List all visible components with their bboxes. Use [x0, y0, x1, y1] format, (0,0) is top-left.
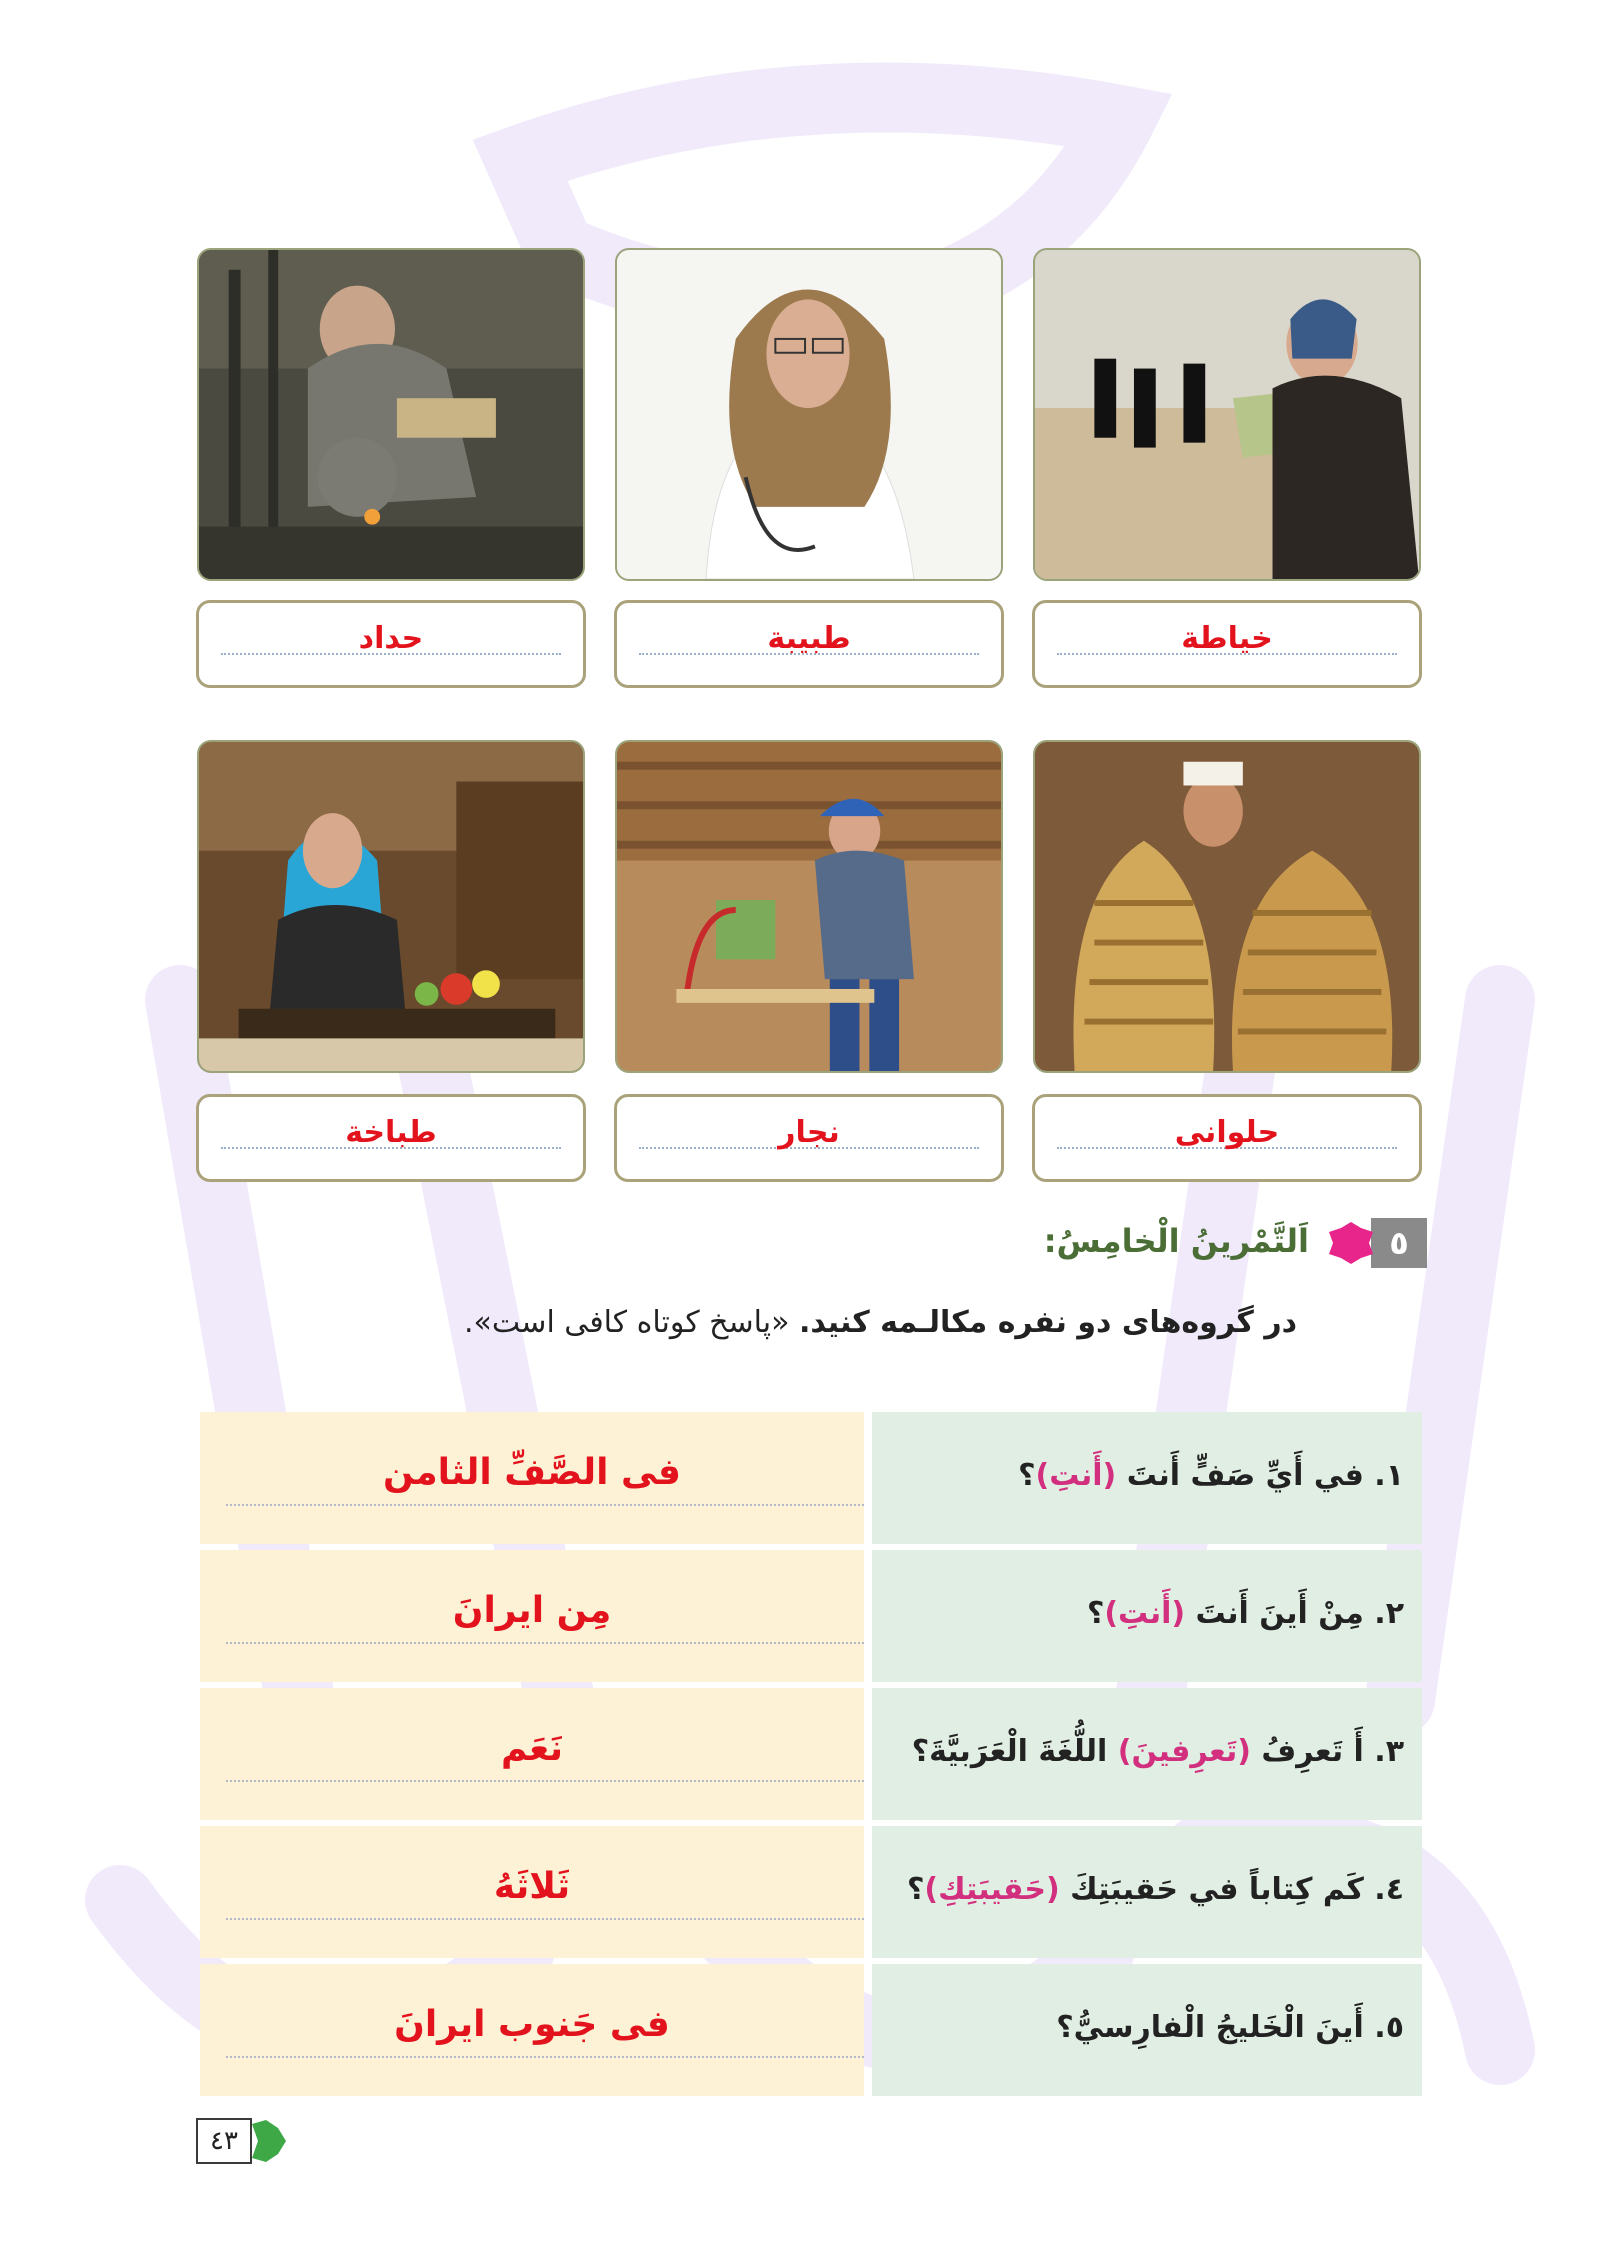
answer-text: فی الصَّفِّ الثامن [382, 1452, 682, 1493]
question-cell [872, 1412, 1422, 1544]
page-flower-icon [248, 2118, 288, 2164]
qa-row [200, 1688, 1422, 1820]
qa-table [200, 1412, 1422, 2096]
answer-cell[interactable] [200, 1964, 864, 2096]
answer-text: مِن ایرانَ [452, 1590, 612, 1631]
exercise-title: اَلتَّمْرينُ الْخامِسُ: [1043, 1222, 1309, 1260]
qa-row [200, 1964, 1422, 2096]
confectioner-photo [1033, 740, 1421, 1073]
answer-text: خياطة [1181, 621, 1273, 656]
tailor-photo [1033, 248, 1421, 581]
question-main: ٤. كَم كِتاباً في حَقيبَتِكَ [1059, 1872, 1404, 1907]
instruction-note: «پاسخ کوتاه کافی است». [463, 1305, 800, 1340]
exercise-instruction [464, 1305, 1297, 1340]
question-cell [872, 1550, 1422, 1682]
answer-box-confectioner[interactable] [1032, 1094, 1422, 1182]
question-text [912, 1734, 1404, 1769]
dotted-line [226, 1642, 864, 1644]
qa-row [200, 1550, 1422, 1682]
instruction-bold: در گروه‌های دو نفره مکالـمه کنید. [799, 1305, 1297, 1340]
question-end: ؟ [907, 1872, 925, 1907]
answer-text: حداد [358, 621, 424, 656]
question-feminine-form: (أَنتِ) [1035, 1458, 1117, 1493]
answer-cell[interactable] [200, 1826, 864, 1958]
answer-box-cook[interactable] [196, 1094, 586, 1182]
answer-text: فی جَنوب ایرانَ [394, 2004, 670, 2045]
carpenter-photo [615, 740, 1003, 1073]
question-end: ؟ [1018, 1458, 1036, 1493]
exercise-number: ٥ [1371, 1218, 1427, 1268]
dotted-line [226, 1918, 864, 1920]
answer-cell[interactable] [200, 1550, 864, 1682]
question-feminine-form: (أَنتِ) [1104, 1596, 1186, 1631]
question-text [1087, 1596, 1404, 1631]
question-text [1056, 2010, 1404, 2045]
question-text [1018, 1458, 1404, 1493]
question-main: ٢. مِنْ أَينَ أَنتَ [1185, 1596, 1404, 1631]
answer-box-blacksmith[interactable] [196, 600, 586, 688]
question-main: ٣. أَ تَعرِفُ [1250, 1734, 1404, 1769]
doctor-photo [615, 248, 1003, 581]
dotted-line [226, 1780, 864, 1782]
question-feminine-form: (حَقيبَتِكِ) [924, 1872, 1060, 1907]
answer-text: نَعَم [500, 1728, 564, 1769]
cook-photo [197, 740, 585, 1073]
blacksmith-photo [197, 248, 585, 581]
answer-text: نجار [778, 1115, 840, 1150]
question-end: اللُّغَةَ الْعَرَبيَّةَ؟ [911, 1734, 1118, 1769]
question-text [907, 1872, 1404, 1907]
answer-box-doctor[interactable] [614, 600, 1004, 688]
question-cell [872, 1826, 1422, 1958]
exercise-header [827, 1218, 1427, 1272]
question-main: ٥. أَينَ الْخَليجُ الْفارِسيُّ؟ [1056, 2010, 1404, 2045]
answer-cell[interactable] [200, 1412, 864, 1544]
answer-cell[interactable] [200, 1688, 864, 1820]
question-feminine-form: (تَعرِفينَ) [1117, 1734, 1251, 1769]
dotted-line [226, 2056, 864, 2058]
page-number [196, 2118, 292, 2168]
question-end: ؟ [1086, 1596, 1105, 1631]
page-number-text: ٤٣ [196, 2118, 252, 2164]
answer-text: طباخة [345, 1115, 437, 1150]
question-cell [872, 1964, 1422, 2096]
answer-text: طبيبة [767, 621, 851, 656]
question-main: ١. في أَيِّ صَفٍّ أَنتَ [1116, 1458, 1404, 1493]
qa-row [200, 1412, 1422, 1544]
flower-icon [1327, 1220, 1375, 1266]
answer-box-tailor[interactable] [1032, 600, 1422, 688]
answer-text: حلوانی [1174, 1115, 1280, 1150]
answer-box-carpenter[interactable] [614, 1094, 1004, 1182]
answer-text: ثَلاثَهُ [493, 1866, 571, 1907]
dotted-line [226, 1504, 864, 1506]
question-cell [872, 1688, 1422, 1820]
qa-row [200, 1826, 1422, 1958]
